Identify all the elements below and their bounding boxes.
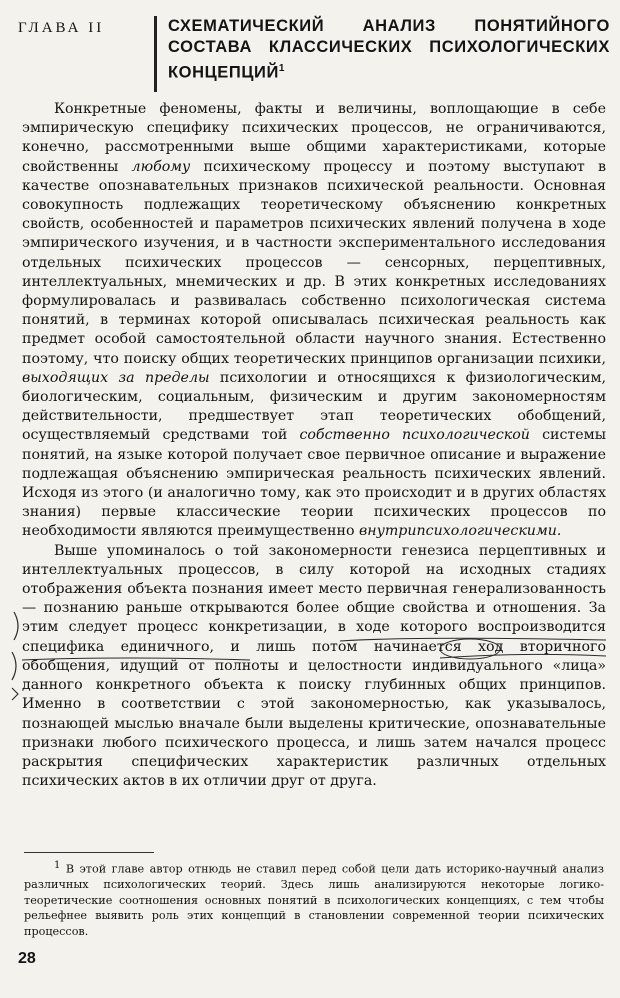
paragraph-2 <box>22 542 606 792</box>
chapter-header <box>18 14 610 84</box>
margin-bracket-mark <box>12 652 16 680</box>
paragraph-1-emphasis-2: выходящих за пределы <box>22 369 210 386</box>
chapter-label: ГЛАВА II <box>18 20 105 36</box>
footnote <box>24 858 604 939</box>
body-text <box>22 100 606 791</box>
chapter-title-text: СХЕМАТИЧЕСКИЙ АНАЛИЗ ПОНЯТИЙНОГО СОСТАВА КЛАССИЧЕСКИХ ПСИХОЛОГИЧЕСКИХ КОНЦЕПЦИЙ <box>168 17 610 82</box>
paragraph-1-text: психологии и относящихся к физиологическим, биологическим, социальным, физическим и другим закономерностям действительности, предшествует этап теоретических обобщений, осуществляемый средствами той <box>22 369 606 444</box>
footnote-marker: 1 <box>54 860 61 871</box>
paragraph-1-text: психическому процессу и поэтому выступают в качестве опознавательных признаков психической реальности. Основная совокупность подлежащих теоретическому объяснению конкретных свойств, особенностей и параметров психических явлений получена в ходе эмпирического изучения, и в частности экспериментального исследования отдельных психических процессов — сенсорных, перцептивных, интеллектуальных, мнемических и др. В этих конкретных исследованиях формулировалась и развивалась собственно психологическая система понятий, в терминах которой описывалась психическая реальность как предмет особой самостоятельной области научного знания. Естественно поэтому, что поиску общих теоретических принципов организации психики, <box>22 158 606 367</box>
title-footnote-marker: 1 <box>278 63 286 74</box>
margin-bracket-mark <box>12 688 18 700</box>
footnote-text: В этой главе автор отнюдь не ставил перед собой цели дать историко-научный анализ различных психологических теорий. Здесь лишь анализируются некоторые логико-теоретические соотношения основных понятий в психологических концепциях, с тем чтобы рельефнее выявить роль этих концепций в становлении современной теории психических процессов. <box>24 862 605 938</box>
footnote-rule <box>24 852 154 853</box>
paragraph-1-text: системы понятий, на языке которой получает свое первичное описание и выражение подлежащая объяснению эмпирическая реальность психических явлений. Исходя из этого (и аналогично тому, как это происходит и в других областях знания) первые классические теории психических процессов по необходимости являются преимущественно <box>22 427 606 540</box>
paragraph-1-text: Конкретные феномены, факты и величины, воплощающие в себе эмпирическую специфику психических процессов, не ограничиваются, конечно, рассмотренными выше общими характеристиками, которые свойственны <box>22 101 606 175</box>
chapter-title <box>168 16 610 84</box>
margin-bracket-mark <box>14 612 18 640</box>
paragraph-1-emphasis-4: внутрипсихологическими. <box>359 523 562 540</box>
paragraph-1-emphasis-1: любому <box>131 158 191 175</box>
paragraph-1 <box>22 100 606 542</box>
page-number: 28 <box>18 950 36 967</box>
paragraph-2-text: Выше упоминалось о той закономерности генезиса перцептивных и интеллектуальных процессов, в силу которой на исходных стадиях отображения объекта познания имеет место первичная генерализованность — познанию раньше открываются более общие свойства и отношения. За этим следует процесс конкретизации, в ходе которого воспроизводится специфика единичного, и лишь потом начинается ход вторичного обобщения, идущий от полноты и целостности индивидуального «лица» данного конкретного объекта к поиску глубинных общих принципов. Именно в соответствии с этой закономерностью, как указывалось, познающей мыслью вначале были выделены критические, опознавательные признаки любого психического процесса, и лишь затем начался процесс раскрытия специфических характеристик различных отдельных психических актов в их отличии друг от друга. <box>22 542 606 790</box>
paragraph-1-emphasis-3: собственно психологической <box>299 427 530 444</box>
header-divider <box>154 16 157 92</box>
